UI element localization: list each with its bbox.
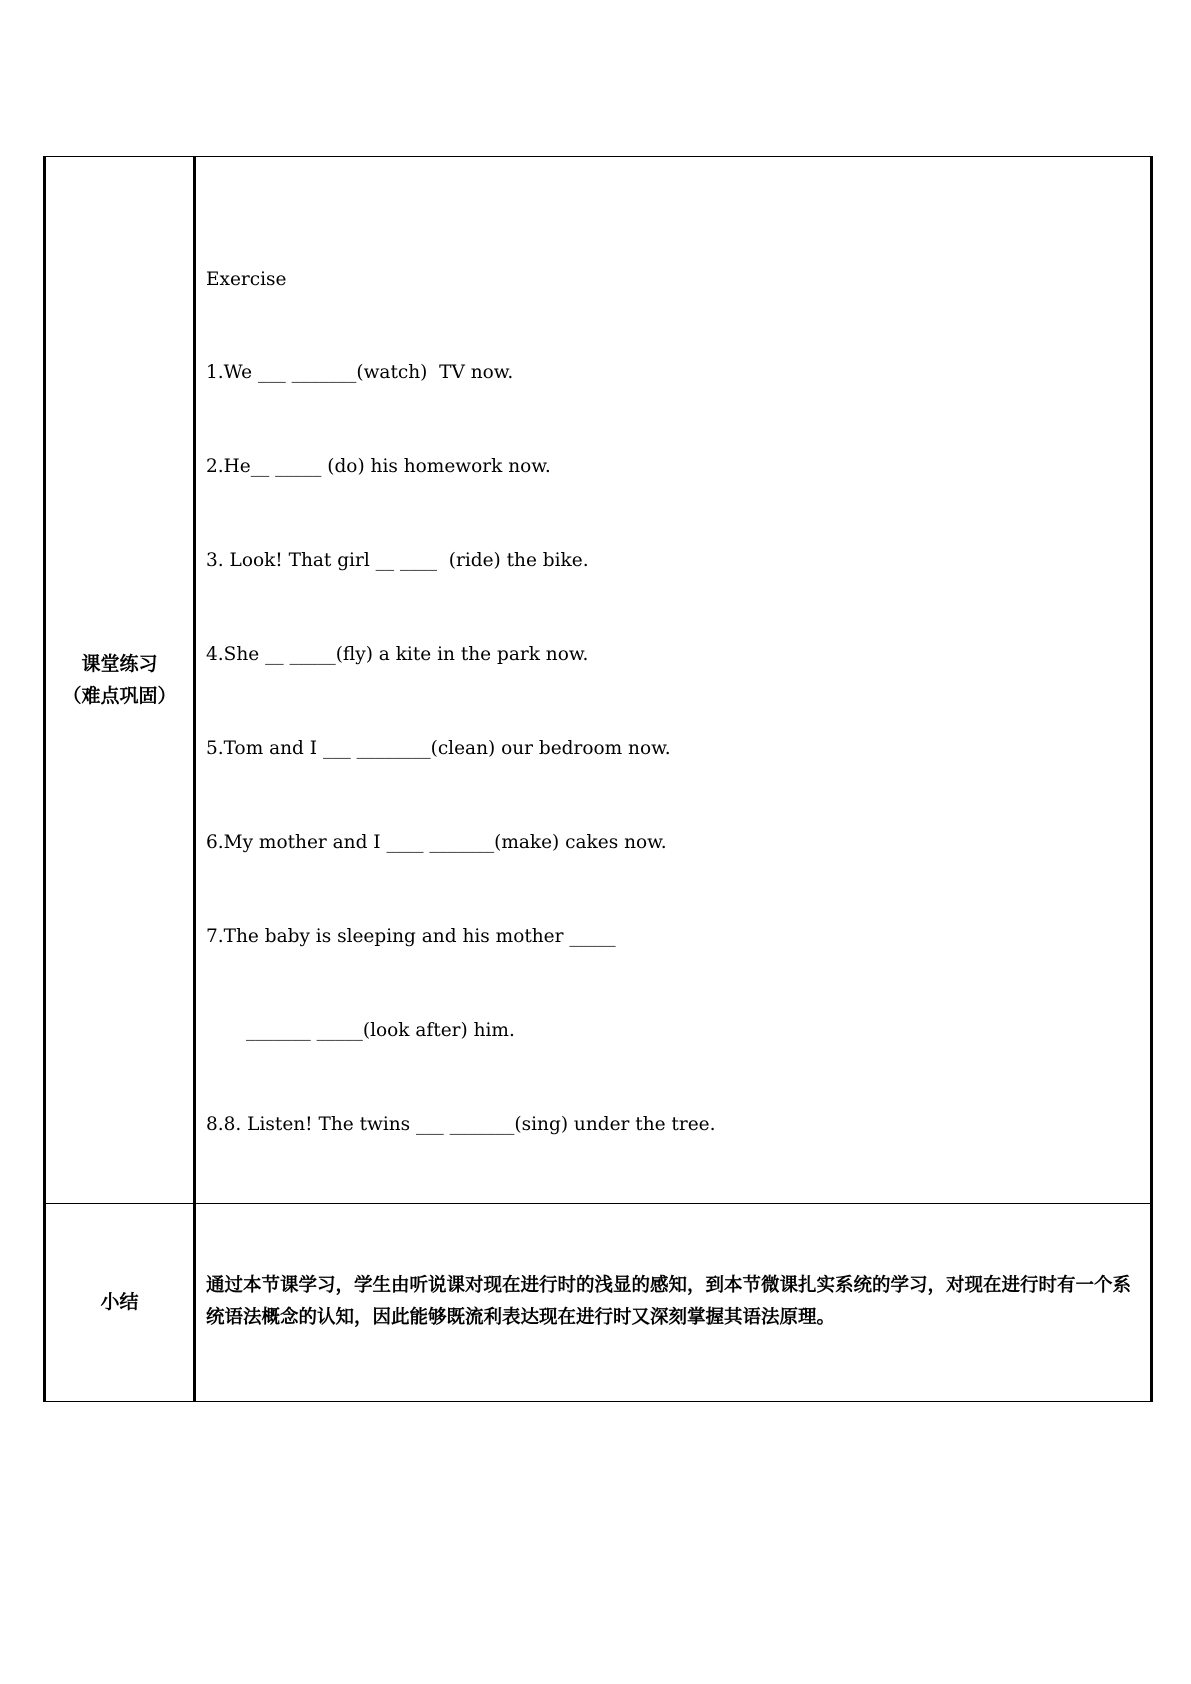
exercise-item-7-continued: _______ _____(look after) him. bbox=[246, 1019, 515, 1041]
exercise-row bbox=[45, 157, 1152, 1204]
summary-label: 小结 bbox=[100, 1291, 139, 1313]
exercise-label-title: 课堂练习 bbox=[81, 652, 158, 675]
exercise-item-8: 8.8. Listen! The twins ___ _______(sing) under the tree. bbox=[206, 1113, 716, 1135]
exercise-item-5: 5.Tom and I ___ ________(clean) our bedroom now. bbox=[206, 738, 671, 760]
summary-text: 通过本节课学习，学生由听说课对现在进行时的浅显的感知，到本节微课扎实系统的学习，对现在进行时有一个系统语法概念的认知，因此能够既流利表达现在进行时又深刻掌握其语法原理。 bbox=[206, 1275, 1132, 1328]
lesson-plan-table bbox=[43, 156, 1153, 1402]
exercise-item-7: 7.The baby is sleeping and his mother _____ bbox=[206, 925, 616, 947]
summary-content-cell bbox=[195, 1203, 1152, 1401]
exercise-label-subtitle: （难点巩固） bbox=[62, 684, 177, 707]
exercise-heading: Exercise bbox=[206, 268, 287, 290]
exercise-item-6: 6.My mother and I ____ _______(make) cakes now. bbox=[206, 831, 667, 853]
exercise-item-3: 3. Look! That girl __ ____ (ride) the bike. bbox=[206, 550, 589, 572]
exercise-content-cell bbox=[195, 157, 1152, 1204]
exercise-item-1: 1.We ___ _______(watch) TV now. bbox=[206, 362, 514, 384]
exercise-label-cell bbox=[45, 157, 195, 1204]
exercise-item-4: 4.She __ _____(fly) a kite in the park now. bbox=[206, 644, 589, 666]
summary-label-cell bbox=[45, 1203, 195, 1401]
summary-row bbox=[45, 1203, 1152, 1401]
exercise-item-2: 2.He__ _____ (do) his homework now. bbox=[206, 456, 551, 478]
